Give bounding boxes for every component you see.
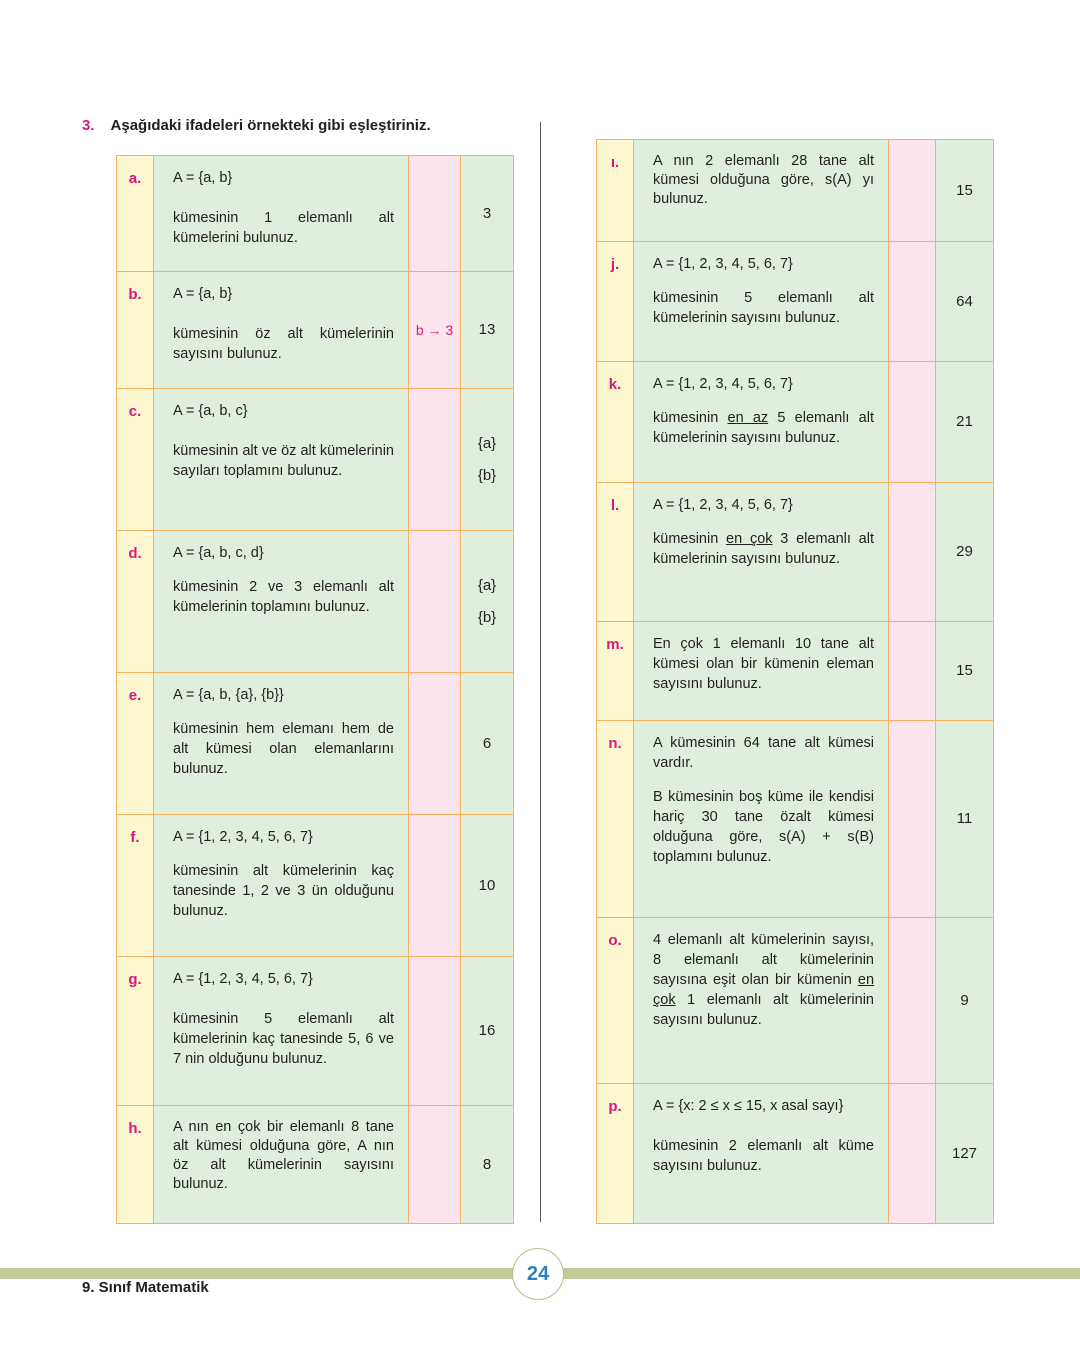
question-set: A = {a, b, c} bbox=[173, 403, 248, 419]
exercise-instruction: Aşağıdaki ifadeleri örnekteki gibi eşleştiriniz. bbox=[110, 117, 431, 134]
emphasis-underline: en çok bbox=[653, 972, 875, 1008]
match-blank[interactable] bbox=[889, 721, 936, 918]
table-row bbox=[597, 622, 994, 721]
table-row bbox=[597, 483, 994, 622]
question-text: kümesinin 5 elemanlı alt kümelerinin kaç tanesinde 5, 6 ve 7 nin olduğunu bulunuz. bbox=[173, 1011, 394, 1067]
table-row bbox=[597, 918, 994, 1084]
emphasis-underline: en çok bbox=[726, 531, 773, 547]
question-set: A = {1, 2, 3, 4, 5, 6, 7} bbox=[653, 376, 793, 392]
question-cell bbox=[634, 140, 889, 242]
answer-value: {a} bbox=[477, 576, 497, 594]
question-set: A = {1, 2, 3, 4, 5, 6, 7} bbox=[653, 256, 793, 272]
table-row bbox=[597, 140, 994, 242]
question-cell bbox=[154, 531, 409, 673]
question-set: A = {a, b} bbox=[173, 286, 233, 302]
row-letter: b. bbox=[117, 272, 154, 389]
row-letter: l. bbox=[597, 483, 634, 622]
table-row bbox=[117, 272, 514, 389]
table-row bbox=[117, 156, 514, 272]
match-blank[interactable] bbox=[409, 815, 461, 957]
answer-value: 15 bbox=[956, 662, 973, 679]
question-cell bbox=[634, 362, 889, 483]
answer-value: 13 bbox=[478, 321, 496, 338]
match-blank[interactable]: b → 3 bbox=[409, 272, 461, 389]
match-blank[interactable] bbox=[889, 918, 936, 1084]
answer-value: 29 bbox=[956, 543, 973, 560]
table-row bbox=[117, 389, 514, 531]
question-cell bbox=[634, 918, 889, 1084]
exercise-heading bbox=[82, 117, 431, 134]
left-matching-table bbox=[116, 155, 514, 1224]
match-blank[interactable] bbox=[889, 622, 936, 721]
exercise-number: 3. bbox=[82, 117, 95, 134]
answer-cell bbox=[936, 721, 994, 918]
question-cell bbox=[154, 673, 409, 815]
question-text: kümesinin 5 elemanlı alt kümelerinin sayısını bulunuz. bbox=[653, 290, 874, 326]
row-letter: k. bbox=[597, 362, 634, 483]
question-text: kümesinin 2 ve 3 elemanlı alt kümelerinin toplamını bulunuz. bbox=[173, 579, 394, 615]
question-text: kümesinin alt kümelerinin kaç tanesinde 1, 2 ve 3 ün olduğunu bulunuz. bbox=[173, 863, 394, 919]
row-letter: d. bbox=[117, 531, 154, 673]
match-blank[interactable] bbox=[409, 156, 461, 272]
table-row bbox=[117, 815, 514, 957]
match-blank[interactable] bbox=[889, 483, 936, 622]
question-cell bbox=[634, 1084, 889, 1224]
answer-value: 15 bbox=[956, 181, 973, 199]
question-set: A = {1, 2, 3, 4, 5, 6, 7} bbox=[173, 829, 313, 845]
match-blank[interactable] bbox=[889, 1084, 936, 1224]
question-set: A = {1, 2, 3, 4, 5, 6, 7} bbox=[653, 497, 793, 513]
match-blank[interactable] bbox=[889, 362, 936, 483]
row-letter: a. bbox=[117, 156, 154, 272]
row-letter: m. bbox=[597, 622, 634, 721]
answer-cell bbox=[461, 957, 514, 1106]
answer-cell bbox=[936, 918, 994, 1084]
row-letter: g. bbox=[117, 957, 154, 1106]
question-set: A = {a, b, c, d} bbox=[173, 545, 264, 561]
row-letter: c. bbox=[117, 389, 154, 531]
answer-cell bbox=[461, 389, 514, 531]
question-cell bbox=[154, 1106, 409, 1224]
question-cell bbox=[154, 272, 409, 389]
answer-cell bbox=[936, 362, 994, 483]
question-set: A = {x: 2 ≤ x ≤ 15, x asal sayı} bbox=[653, 1098, 844, 1114]
match-blank[interactable] bbox=[409, 957, 461, 1106]
question-text: kümesinin 1 elemanlı alt kümelerini bulunuz. bbox=[173, 210, 394, 246]
answer-value: 10 bbox=[478, 876, 496, 894]
answer-value: 16 bbox=[478, 1022, 496, 1039]
answer-value: 8 bbox=[482, 1155, 492, 1173]
table-row bbox=[117, 1106, 514, 1224]
question-cell bbox=[154, 389, 409, 531]
answer-cell bbox=[936, 140, 994, 242]
question-cell bbox=[634, 483, 889, 622]
row-letter: n. bbox=[597, 721, 634, 918]
answer-cell bbox=[936, 242, 994, 362]
table-row bbox=[117, 957, 514, 1106]
answer-cell bbox=[461, 156, 514, 272]
match-blank[interactable] bbox=[409, 531, 461, 673]
question-cell bbox=[634, 721, 889, 918]
match-blank[interactable] bbox=[409, 389, 461, 531]
question-cell bbox=[634, 622, 889, 721]
answer-value: 6 bbox=[482, 734, 492, 752]
question-cell bbox=[634, 242, 889, 362]
table-row bbox=[597, 362, 994, 483]
answer-value: {b} bbox=[477, 608, 497, 626]
answer-cell bbox=[461, 272, 514, 389]
answer-value: 9 bbox=[960, 991, 969, 1009]
table-row bbox=[597, 1084, 994, 1224]
answer-cell bbox=[461, 531, 514, 673]
question-cell bbox=[154, 957, 409, 1106]
row-letter: h. bbox=[117, 1106, 154, 1224]
question-set: A = {a, b} bbox=[173, 170, 233, 186]
question-text: A kümesinin 64 tane alt kümesi vardır. bbox=[653, 735, 874, 771]
row-letter: o. bbox=[597, 918, 634, 1084]
question-text: kümesinin en az 5 elemanlı alt kümelerinin sayısını bulunuz. bbox=[653, 410, 874, 446]
answer-value: {a} bbox=[477, 434, 497, 452]
answer-cell bbox=[461, 815, 514, 957]
question-set: A = {a, b, {a}, {b}} bbox=[173, 687, 284, 703]
answer-value: 64 bbox=[956, 292, 973, 310]
answer-value: 11 bbox=[956, 810, 973, 827]
question-text: A nın 2 elemanlı 28 tane alt kümesi olduğuna göre, s(A) yı bulunuz. bbox=[653, 153, 874, 207]
table-row bbox=[597, 242, 994, 362]
answer-cell bbox=[936, 622, 994, 721]
row-letter: e. bbox=[117, 673, 154, 815]
page-number: 24 bbox=[512, 1248, 564, 1300]
answer-value: 3 bbox=[482, 204, 492, 222]
question-text: kümesinin alt ve öz alt kümelerinin sayıları toplamını bulunuz. bbox=[173, 443, 394, 479]
question-cell bbox=[154, 156, 409, 272]
row-letter: ı. bbox=[597, 140, 634, 242]
answer-cell bbox=[936, 483, 994, 622]
row-letter: j. bbox=[597, 242, 634, 362]
table-row bbox=[117, 673, 514, 815]
answer-value: 21 bbox=[956, 413, 973, 430]
question-text: kümesinin öz alt kümelerinin sayısını bulunuz. bbox=[173, 326, 394, 362]
answer-cell bbox=[461, 1106, 514, 1224]
answer-cell bbox=[461, 673, 514, 815]
table-row bbox=[597, 721, 994, 918]
question-text: kümesinin en çok 3 elemanlı alt kümelerinin sayısını bulunuz. bbox=[653, 531, 874, 567]
emphasis-underline: en az bbox=[727, 410, 769, 426]
question-text: En çok 1 elemanlı 10 tane alt kümesi olan bir kümenin eleman sayısını bulunuz. bbox=[653, 636, 874, 692]
book-title: 9. Sınıf Matematik bbox=[82, 1279, 209, 1296]
match-blank[interactable] bbox=[889, 242, 936, 362]
answer-cell bbox=[936, 1084, 994, 1224]
right-matching-table bbox=[596, 139, 994, 1224]
question-text: kümesinin 2 elemanlı alt küme sayısını bulunuz. bbox=[653, 1138, 874, 1174]
answer-value: {b} bbox=[477, 466, 497, 484]
question-set: A = {1, 2, 3, 4, 5, 6, 7} bbox=[173, 971, 313, 987]
table-row bbox=[117, 531, 514, 673]
question-text: 4 elemanlı alt kümelerinin sayısı, 8 elemanlı alt kümelerinin sayısına eşit olan bir kümenin en çok 1 elemanlı alt kümelerinin sayısını bulunuz. bbox=[653, 932, 875, 1028]
column-divider bbox=[540, 122, 541, 1222]
match-blank[interactable] bbox=[889, 140, 936, 242]
row-letter: p. bbox=[597, 1084, 634, 1224]
question-cell bbox=[154, 815, 409, 957]
row-letter: f. bbox=[117, 815, 154, 957]
question-text: A nın en çok bir elemanlı 8 tane alt kümesi olduğuna göre, A nın öz alt kümelerinin sayısını bulunuz. bbox=[173, 1119, 394, 1192]
match-blank[interactable] bbox=[409, 1106, 461, 1224]
question-text-2: B kümesinin boş küme ile kendisi hariç 30 tane özalt kümesi olduğuna göre, s(A) + s(B) toplamını bulunuz. bbox=[653, 789, 874, 865]
match-blank[interactable] bbox=[409, 673, 461, 815]
answer-value: 127 bbox=[951, 1144, 978, 1162]
question-text: kümesinin hem elemanı hem de alt kümesi olan elemanlarını bulunuz. bbox=[173, 721, 394, 777]
